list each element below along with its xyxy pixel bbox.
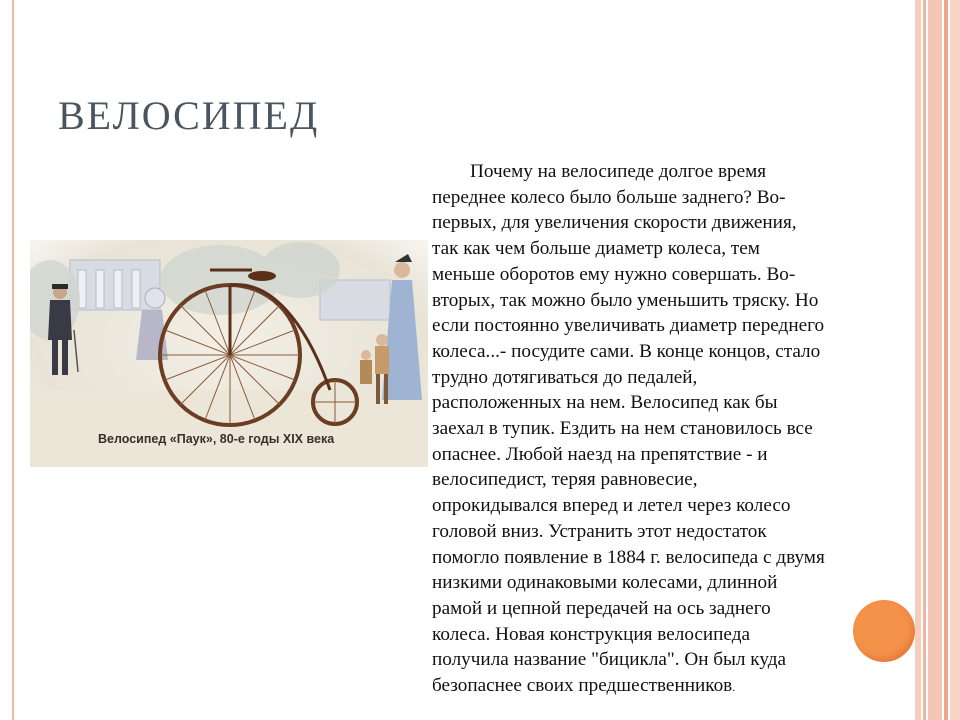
body-line: переднее колесо было больше заднего? Во- xyxy=(432,186,786,208)
bicycle-illustration xyxy=(30,240,428,467)
body-line: низкими одинаковыми колесами, длинной xyxy=(432,572,778,594)
body-line: головой вниз. Устранить этот недостаток xyxy=(432,520,767,542)
body-line: получила название "бицикла". Он был куда xyxy=(432,649,787,671)
slide-title: ВЕЛОСИПЕД xyxy=(58,93,320,138)
body-line: опрокидывался вперед и летел через колесо xyxy=(432,495,791,517)
body-line: вторых, так можно было уменьшить тряску. Но xyxy=(432,289,819,311)
body-line: колеса...- посудите сами. В конце концов, стало xyxy=(432,340,821,362)
left-decor-line xyxy=(12,0,14,720)
body-line: меньше оборотов ему нужно совершать. Во- xyxy=(432,263,796,285)
body-line: опаснее. Любой наезд на препятствие - и xyxy=(432,443,768,465)
body-line: трудно дотягиваться до педалей, xyxy=(432,366,698,388)
body-line: безопаснее своих предшественников xyxy=(432,675,733,697)
body-line: заехал в тупик. Ездить на нем становилось все xyxy=(432,418,813,440)
body-line: велосипедист, теряя равновесие, xyxy=(432,469,698,491)
image-caption: Велосипед «Паук», 80-е годы XIX века xyxy=(98,432,335,446)
body-line: так как чем больше диаметр колеса, тем xyxy=(432,238,760,260)
body-line: расположенных на нем. Велосипед как бы xyxy=(432,392,778,414)
body-line: помогло появление в 1884 г. велосипеда с двумя xyxy=(432,546,825,568)
body-line: колеса. Новая конструкция велосипеда xyxy=(432,623,750,645)
body-line: рамой и цепной передачей на ось заднего xyxy=(432,597,771,619)
body-line: Почему на велосипеде долгое время xyxy=(470,161,767,182)
decor-circle xyxy=(853,600,915,662)
end-mark: . xyxy=(732,680,736,695)
body-line: если постоянно увеличивать диаметр переднего xyxy=(432,315,825,337)
body-line: первых, для увеличения скорости движения, xyxy=(432,212,797,234)
body-line-last xyxy=(432,673,932,701)
